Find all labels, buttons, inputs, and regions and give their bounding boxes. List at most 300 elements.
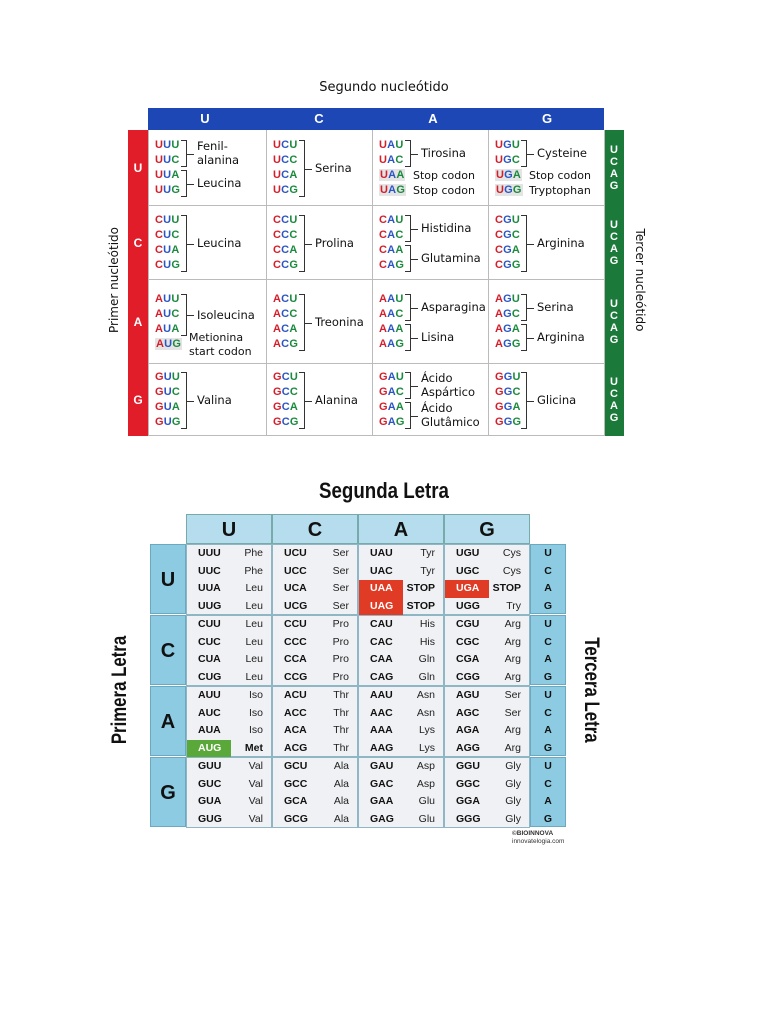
table2-amino-acid: Leu xyxy=(245,582,263,594)
table2-amino-acid: Glu xyxy=(418,795,435,807)
table2-third-letter-g: G xyxy=(543,812,553,825)
table1-codon xyxy=(495,371,521,383)
table2-amino-acid: Arg xyxy=(504,741,521,754)
table2-amino-acid: Thr xyxy=(333,706,349,719)
table1-third-base-a: A xyxy=(610,243,618,255)
base3: U xyxy=(171,293,180,305)
table1-codon xyxy=(155,293,179,305)
table2-codon: CCA xyxy=(284,653,307,665)
base2: U xyxy=(163,139,172,151)
base2: A xyxy=(387,371,396,383)
table2-third-letter-a: A xyxy=(544,795,552,807)
base1: A xyxy=(273,308,282,320)
table2-third-letter-g: G xyxy=(543,670,553,683)
table2-codon: CCC xyxy=(284,635,307,648)
table1-codon xyxy=(379,139,403,151)
table2-amino-acid: Leu xyxy=(245,670,263,683)
table1-codon xyxy=(379,401,404,413)
table2-codon: GCU xyxy=(284,760,308,772)
table2-amino-acid: Tyr xyxy=(420,547,435,559)
table2-amino-acid: Ala xyxy=(333,777,349,790)
table2-codon: GCG xyxy=(284,812,308,825)
base1: A xyxy=(273,338,282,350)
table1-third-base-c: C xyxy=(610,231,618,243)
table2-amino-acid: Lys xyxy=(419,741,435,754)
table2-codon-row xyxy=(359,580,403,598)
base2: G xyxy=(503,244,512,256)
base3: G xyxy=(171,259,181,271)
table1-left-label-text: Primer nucleótido xyxy=(107,227,121,333)
table2-codon: UGA xyxy=(456,582,480,594)
base1: G xyxy=(495,386,504,398)
base2: G xyxy=(503,154,512,166)
base3: U xyxy=(395,139,404,151)
table2-amino-acid: Ser xyxy=(332,582,349,594)
base1: A xyxy=(155,323,164,335)
table2-cell xyxy=(358,544,444,615)
table1-bracket xyxy=(405,215,411,242)
base2: G xyxy=(503,293,512,305)
table1-third-base-g: G xyxy=(609,255,619,267)
table2-third-letter-c: C xyxy=(544,564,552,577)
base3: G xyxy=(511,338,521,350)
base2: A xyxy=(387,401,396,413)
table2-cell xyxy=(358,615,444,686)
table2-cell xyxy=(186,686,272,757)
base2: C xyxy=(281,371,290,383)
base2: C xyxy=(281,401,290,413)
table2-amino-acid: Gly xyxy=(505,760,521,772)
table2-cell xyxy=(358,757,444,828)
table1-amino-acid: Ácido Glutâmico xyxy=(421,401,480,429)
table2-amino-acid: Try xyxy=(506,599,521,612)
table2-codon: GAG xyxy=(370,812,394,825)
base1: U xyxy=(273,184,282,196)
base3: U xyxy=(511,293,521,305)
base3: U xyxy=(289,293,298,305)
base2: G xyxy=(503,416,513,428)
base1: C xyxy=(155,244,164,256)
base1: A xyxy=(155,308,164,320)
table2-amino-acid: Met xyxy=(244,741,263,754)
base1: A xyxy=(495,323,504,335)
table1-codon xyxy=(273,169,297,181)
table2-codon: CGG xyxy=(456,670,480,683)
base2: C xyxy=(281,323,290,335)
table1-codon xyxy=(273,244,297,256)
table2-amino-acid: Arg xyxy=(504,724,521,736)
table2-cell xyxy=(272,615,358,686)
base2: C xyxy=(281,139,290,151)
base1: A xyxy=(495,293,504,305)
table2-amino-acid: Arg xyxy=(504,618,521,630)
table2-amino-acid: Gln xyxy=(418,653,435,665)
base3: A xyxy=(171,244,180,256)
base3: C xyxy=(511,229,521,241)
table1-amino-acid: Leucina xyxy=(197,176,242,190)
table2-codon-row xyxy=(187,740,231,758)
table1-amino-acid: Tirosina xyxy=(421,146,466,160)
table2-codon: CUA xyxy=(198,653,221,665)
base1: U xyxy=(379,154,388,166)
table2-third-letter-c: C xyxy=(544,635,552,648)
table1-codon xyxy=(273,259,298,271)
table1-bracket xyxy=(405,294,411,321)
table2-cell xyxy=(444,686,530,757)
base1: C xyxy=(273,214,282,226)
table2-title: Segunda Letra xyxy=(319,478,449,503)
table2-amino-acid: Cys xyxy=(502,547,521,559)
table2-codon: GCA xyxy=(284,795,308,807)
table1-codon xyxy=(155,308,179,320)
table2-amino-acid: Asn xyxy=(416,706,435,719)
base3: G xyxy=(512,184,522,196)
table1-second-base-c: C xyxy=(314,111,324,126)
table2-amino-acid: Arg xyxy=(504,635,521,648)
table2-amino-acid: Iso xyxy=(248,706,263,719)
table2-codon: CCU xyxy=(284,618,307,630)
table2-codon: GGC xyxy=(456,777,480,790)
table1-codon xyxy=(379,386,404,398)
table2-first-letter-column xyxy=(150,544,186,828)
base2: G xyxy=(503,386,513,398)
table2-amino-acid: Leu xyxy=(245,599,263,612)
base3: U xyxy=(289,214,298,226)
table2-third-letter-u: U xyxy=(544,618,552,630)
table2-codon: CUU xyxy=(198,618,221,630)
table1-codon xyxy=(495,416,521,428)
table1-cell xyxy=(373,206,489,280)
table1-amino-acid: Serina xyxy=(315,161,352,175)
table1-codon xyxy=(155,386,180,398)
table2-codon: GAA xyxy=(370,795,394,807)
table1-cell xyxy=(267,206,373,280)
table2-second-letter-a: A xyxy=(358,514,444,544)
table2-third-letter-c: C xyxy=(544,777,552,790)
base3: A xyxy=(395,401,405,413)
table2-codon: UAA xyxy=(370,582,393,594)
table1-amino-acid: Metionina start codon xyxy=(189,330,252,358)
table2-amino-acid: His xyxy=(419,618,435,630)
table2-amino-acid: Pro xyxy=(332,635,349,648)
base1: G xyxy=(495,401,504,413)
base2: C xyxy=(281,259,290,271)
table2-amino-acid: Ser xyxy=(332,547,349,559)
table1-codon xyxy=(495,184,523,196)
table2-codon: UUA xyxy=(198,582,221,594)
table2-amino-acid: Gly xyxy=(505,777,521,790)
base1: G xyxy=(379,401,388,413)
base3: G xyxy=(395,416,405,428)
table2-amino-acid: His xyxy=(419,635,435,648)
base2: A xyxy=(387,338,396,350)
table1-third-base-group xyxy=(604,376,624,424)
base2: G xyxy=(503,214,512,226)
base1: C xyxy=(155,259,164,271)
table2-codon: AAG xyxy=(370,741,394,754)
table1-cell xyxy=(489,364,605,436)
table2-codon: GAU xyxy=(370,760,394,772)
table1-bracket xyxy=(181,294,187,336)
base2: A xyxy=(387,386,396,398)
table1-codon xyxy=(273,386,298,398)
table1-amino-acid: Glicina xyxy=(537,393,577,407)
table2-codon: AAU xyxy=(370,689,393,701)
table1-cell xyxy=(149,280,267,364)
table1-codon xyxy=(273,401,298,413)
base2: A xyxy=(387,244,396,256)
base3: U xyxy=(289,139,298,151)
table1-codon xyxy=(155,229,179,241)
base2: G xyxy=(504,169,513,181)
table1-amino-acid: Leucina xyxy=(197,236,242,250)
table1-second-base-a: A xyxy=(428,111,438,126)
base1: G xyxy=(155,401,164,413)
table2-third-letter-g: G xyxy=(543,599,553,612)
table2-codon: UCA xyxy=(284,582,307,594)
base2: U xyxy=(163,308,172,320)
table1-bracket xyxy=(299,215,305,272)
table1-third-base-a: A xyxy=(610,322,618,334)
table2-credit xyxy=(512,830,564,846)
table2-codon: CGU xyxy=(456,618,480,630)
table1-third-base-a: A xyxy=(610,400,618,412)
table1-codon xyxy=(273,154,297,166)
table1-codon xyxy=(379,214,403,226)
base2: U xyxy=(163,401,172,413)
table2-amino-acid: STOP xyxy=(406,582,435,594)
table2-first-letter-u: U xyxy=(150,544,186,614)
table1-codon xyxy=(155,338,182,350)
table2-codon: CAG xyxy=(370,670,394,683)
table1-bracket xyxy=(299,140,305,197)
table2-codon: AUA xyxy=(198,724,221,736)
table2-codon: ACC xyxy=(284,706,307,719)
base1: G xyxy=(155,371,164,383)
base1: C xyxy=(273,244,282,256)
table2-amino-acid: Lys xyxy=(419,724,435,736)
table1-codon xyxy=(495,259,521,271)
table1-codon xyxy=(155,416,181,428)
table2-codon: AGC xyxy=(456,706,480,719)
base1: U xyxy=(155,154,164,166)
table1-codon xyxy=(495,169,522,181)
table1-codon xyxy=(379,416,405,428)
base1: G xyxy=(155,416,164,428)
base1: G xyxy=(495,416,504,428)
table1-amino-acid: Prolina xyxy=(315,236,354,250)
table2-cell xyxy=(444,757,530,828)
table1-codon xyxy=(379,184,406,196)
base2: U xyxy=(163,416,172,428)
base3: C xyxy=(395,154,404,166)
table1-cell xyxy=(373,130,489,206)
table1-cell xyxy=(149,364,267,436)
table1-codon xyxy=(273,371,298,383)
table2-cell xyxy=(186,544,272,615)
table1-third-base-group xyxy=(604,144,624,192)
base2: G xyxy=(503,323,512,335)
credit-site: innovatelogia.com xyxy=(512,838,565,845)
table1-codon xyxy=(273,308,297,320)
base2: A xyxy=(387,308,396,320)
base3: C xyxy=(289,308,298,320)
base3: G xyxy=(171,184,181,196)
base1: C xyxy=(273,259,282,271)
table2-amino-acid: Arg xyxy=(504,670,521,683)
table1-bracket xyxy=(299,294,305,351)
table2-amino-acid: Val xyxy=(248,795,263,807)
table1-amino-acid: Stop codon xyxy=(529,168,591,182)
base2: C xyxy=(281,244,290,256)
table2-right-axis-label xyxy=(556,637,626,743)
table2-codon: UGU xyxy=(456,547,480,559)
table1-amino-acid: Histidina xyxy=(421,221,472,235)
table1-bracket xyxy=(299,372,305,429)
table2-cell xyxy=(444,544,530,615)
table1-third-base-c: C xyxy=(610,156,618,168)
base1: C xyxy=(155,214,164,226)
base1: C xyxy=(379,259,388,271)
base2: G xyxy=(503,139,512,151)
table2-amino-acid: Glu xyxy=(418,812,435,825)
table2-codon: UCG xyxy=(284,599,308,612)
table2-codon: CAU xyxy=(370,618,393,630)
base3: C xyxy=(395,308,404,320)
base1: U xyxy=(273,154,282,166)
table1-codon xyxy=(155,169,179,181)
table2-amino-acid: Pro xyxy=(332,670,349,683)
table2-amino-acid: Leu xyxy=(245,653,263,665)
table1-codon xyxy=(155,244,179,256)
table2-third-letter-group xyxy=(530,544,566,614)
base1: U xyxy=(496,169,505,181)
table2-codon-row xyxy=(445,580,489,598)
table1-bracket xyxy=(405,372,411,399)
base2: G xyxy=(503,308,512,320)
base1: C xyxy=(379,214,388,226)
base3: G xyxy=(289,338,299,350)
table1-codon xyxy=(495,139,520,151)
table1-cell xyxy=(489,280,605,364)
table1-right-axis-label xyxy=(610,230,670,330)
base2: A xyxy=(387,154,396,166)
table2-codon: AGA xyxy=(456,724,480,736)
table1-first-base-g: G xyxy=(133,393,143,407)
table2-third-letter-a: A xyxy=(544,582,552,594)
table2-amino-acid: Asp xyxy=(416,777,435,790)
table2-amino-acid: Val xyxy=(248,777,263,790)
table2-codon: AAC xyxy=(370,706,393,719)
table1-amino-acid: Cysteine xyxy=(537,146,587,160)
table1-codon xyxy=(155,401,180,413)
table2-amino-acid: Thr xyxy=(333,689,349,701)
base1: C xyxy=(495,259,504,271)
base3: U xyxy=(511,214,521,226)
table1-cell xyxy=(489,130,605,206)
table2-codon: GGU xyxy=(456,760,480,772)
table2-third-letter-a: A xyxy=(544,653,552,665)
table2-codon: ACA xyxy=(284,724,307,736)
table2-amino-acid: Gln xyxy=(418,670,435,683)
base3: A xyxy=(512,169,522,181)
base2: U xyxy=(163,244,172,256)
table1-codon xyxy=(495,401,521,413)
base3: A xyxy=(395,244,404,256)
base1: A xyxy=(155,293,164,305)
table1-amino-acid: Stop codon xyxy=(413,183,475,197)
base3: C xyxy=(289,229,298,241)
table1-amino-acid: Arginina xyxy=(537,330,585,344)
table1-codon xyxy=(495,386,521,398)
table1-cell xyxy=(267,364,373,436)
base2: U xyxy=(164,338,173,350)
base3: A xyxy=(289,401,299,413)
table1-codon xyxy=(495,338,521,350)
base3: C xyxy=(171,229,180,241)
table1-codon xyxy=(273,338,298,350)
base2: U xyxy=(163,386,172,398)
table1-bracket xyxy=(181,215,187,272)
base3: C xyxy=(289,154,298,166)
base3: A xyxy=(512,401,521,413)
table1-codon xyxy=(155,371,180,383)
table1-bracket xyxy=(521,294,527,321)
table1-codon xyxy=(379,169,405,181)
table2-amino-acid: Leu xyxy=(245,618,263,630)
table1-bracket xyxy=(181,372,187,429)
base3: A xyxy=(289,169,298,181)
base1: U xyxy=(495,154,504,166)
table2-codon: AUC xyxy=(198,706,221,719)
base3: G xyxy=(289,184,299,196)
table2-first-letter-a: A xyxy=(150,686,186,756)
table1-amino-acid: Alanina xyxy=(315,393,358,407)
table1-third-base-c: C xyxy=(610,388,618,400)
table1-codon xyxy=(379,338,404,350)
table2-amino-acid: Gly xyxy=(505,812,521,825)
base1: G xyxy=(273,386,282,398)
table1-codon xyxy=(495,244,520,256)
base1: U xyxy=(273,169,282,181)
table1-codon xyxy=(379,259,404,271)
base2: A xyxy=(388,169,397,181)
table2-third-letter-c: C xyxy=(544,706,552,719)
base3: C xyxy=(511,154,521,166)
base3: A xyxy=(289,323,298,335)
table1-codon xyxy=(273,229,297,241)
table2-amino-acid: Ser xyxy=(504,706,521,719)
base3: C xyxy=(171,308,180,320)
table2-third-letter-a: A xyxy=(544,724,552,736)
table1-third-base-u: U xyxy=(610,144,618,156)
table1-codon xyxy=(379,308,403,320)
table1-codon xyxy=(495,214,520,226)
table1-codon-grid xyxy=(148,130,605,436)
base1: U xyxy=(496,184,505,196)
table2-codon: ACU xyxy=(284,689,307,701)
base3: A xyxy=(171,169,180,181)
table1-codon xyxy=(273,214,297,226)
table2-first-letter-g: G xyxy=(150,757,186,827)
table2-codon: GUA xyxy=(198,795,222,807)
table1-bracket xyxy=(405,402,411,429)
table1-bracket xyxy=(521,372,527,429)
table1-codon xyxy=(379,244,403,256)
base1: G xyxy=(495,371,504,383)
base3: G xyxy=(512,416,522,428)
base2: G xyxy=(503,259,512,271)
